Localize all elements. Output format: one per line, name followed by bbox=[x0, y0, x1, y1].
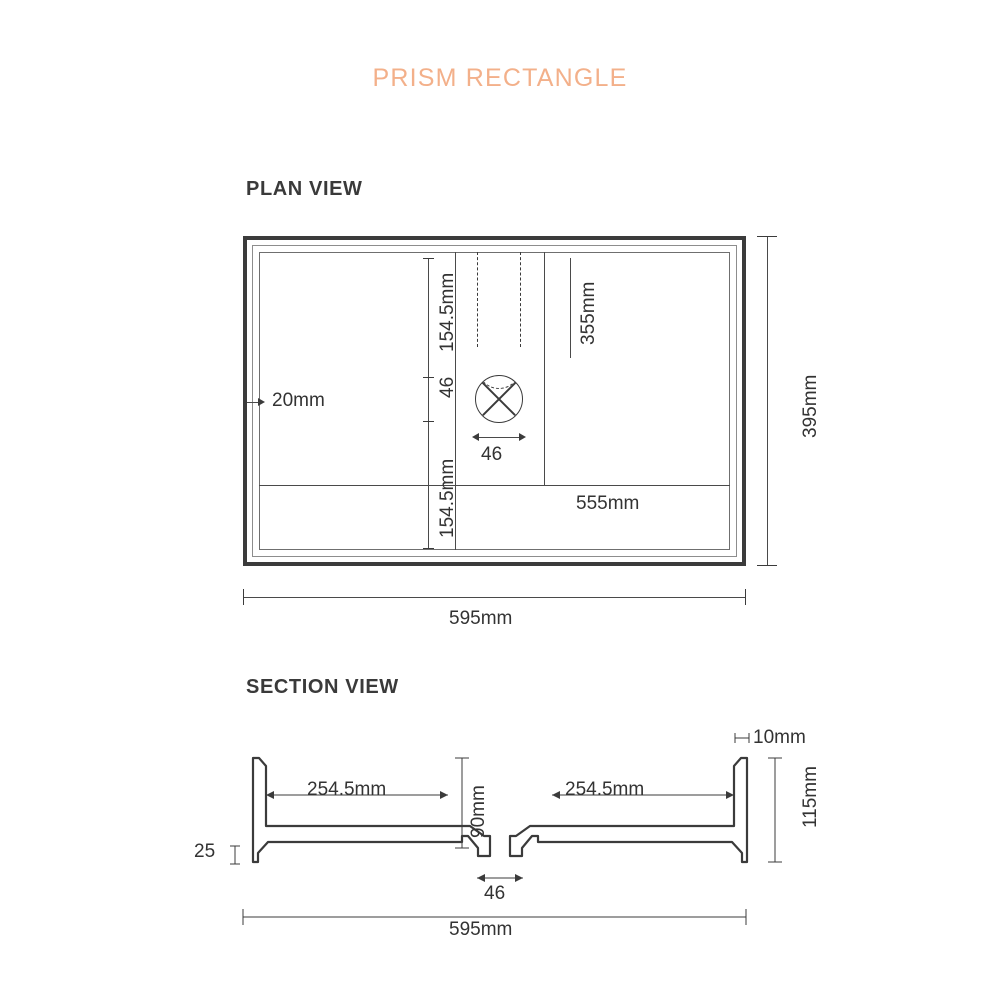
drain-offset-tick-bottom bbox=[423, 548, 434, 549]
drain-offset-tick-mid-upper bbox=[423, 377, 434, 378]
right-width-label: 555mm bbox=[576, 493, 640, 514]
drain-offset-tick-top bbox=[423, 258, 434, 259]
foot-height-label: 25 bbox=[194, 841, 216, 862]
top-height-label: 355mm bbox=[578, 281, 599, 345]
overall-height-tick-top bbox=[757, 236, 777, 237]
drain-offset-lower-label: 154.5mm bbox=[437, 458, 458, 538]
overall-height-dim-line bbox=[767, 236, 768, 566]
drain-offset-tick-mid-lower bbox=[423, 421, 434, 422]
drain-gap-upper-label: 46 bbox=[437, 376, 458, 398]
plan-overall-width-dim-line bbox=[243, 597, 746, 598]
left-edge-arrow bbox=[258, 398, 265, 406]
drain-channel-dashed-left bbox=[477, 252, 478, 347]
plan-width-tick-right bbox=[745, 589, 746, 605]
overall-height-tick-bottom bbox=[757, 565, 777, 566]
section-left-span-arrow-left bbox=[266, 791, 274, 799]
drain-width-label: 46 bbox=[481, 444, 503, 465]
section-channel-depth-label: 90mm bbox=[468, 785, 489, 838]
plan-view-label: PLAN VIEW bbox=[246, 178, 363, 200]
drain-offset-upper-label: 154.5mm bbox=[437, 272, 458, 352]
drain-width-arrow-right bbox=[519, 433, 526, 441]
drain-offset-dim-line bbox=[428, 258, 429, 548]
page-title: PRISM RECTANGLE bbox=[372, 64, 628, 92]
section-overall-width-label: 595mm bbox=[449, 919, 513, 940]
section-channel-width-arrow-left bbox=[477, 874, 485, 882]
section-right-span-arrow-left bbox=[552, 791, 560, 799]
section-left-span-arrow-right bbox=[440, 791, 448, 799]
section-profile-right bbox=[510, 758, 747, 862]
section-right-span-label: 254.5mm bbox=[565, 779, 645, 800]
section-channel-width-label: 46 bbox=[484, 883, 506, 904]
section-profile-left bbox=[253, 758, 490, 862]
section-right-span-arrow-right bbox=[726, 791, 734, 799]
plan-width-tick-left bbox=[243, 589, 244, 605]
rim-thickness-label: 10mm bbox=[753, 727, 806, 748]
top-height-dim-line bbox=[570, 258, 571, 358]
overall-height-label: 395mm bbox=[800, 374, 821, 438]
section-left-span-label: 254.5mm bbox=[307, 779, 387, 800]
drain-channel-dashed-right bbox=[520, 252, 521, 347]
section-channel-width-arrow-right bbox=[515, 874, 523, 882]
right-width-dim-line bbox=[548, 485, 728, 486]
plan-overall-width-label: 595mm bbox=[449, 608, 513, 629]
plan-vertical-construction-line-right bbox=[544, 252, 545, 485]
section-view-label: SECTION VIEW bbox=[246, 676, 399, 698]
left-edge-label: 20mm bbox=[272, 390, 325, 411]
drain-outlet-icon bbox=[475, 375, 523, 423]
drain-width-arrow-left bbox=[472, 433, 479, 441]
drain-width-dim-line bbox=[476, 437, 522, 438]
section-view-drawing bbox=[0, 640, 1000, 1000]
section-depth-label: 115mm bbox=[800, 766, 821, 828]
